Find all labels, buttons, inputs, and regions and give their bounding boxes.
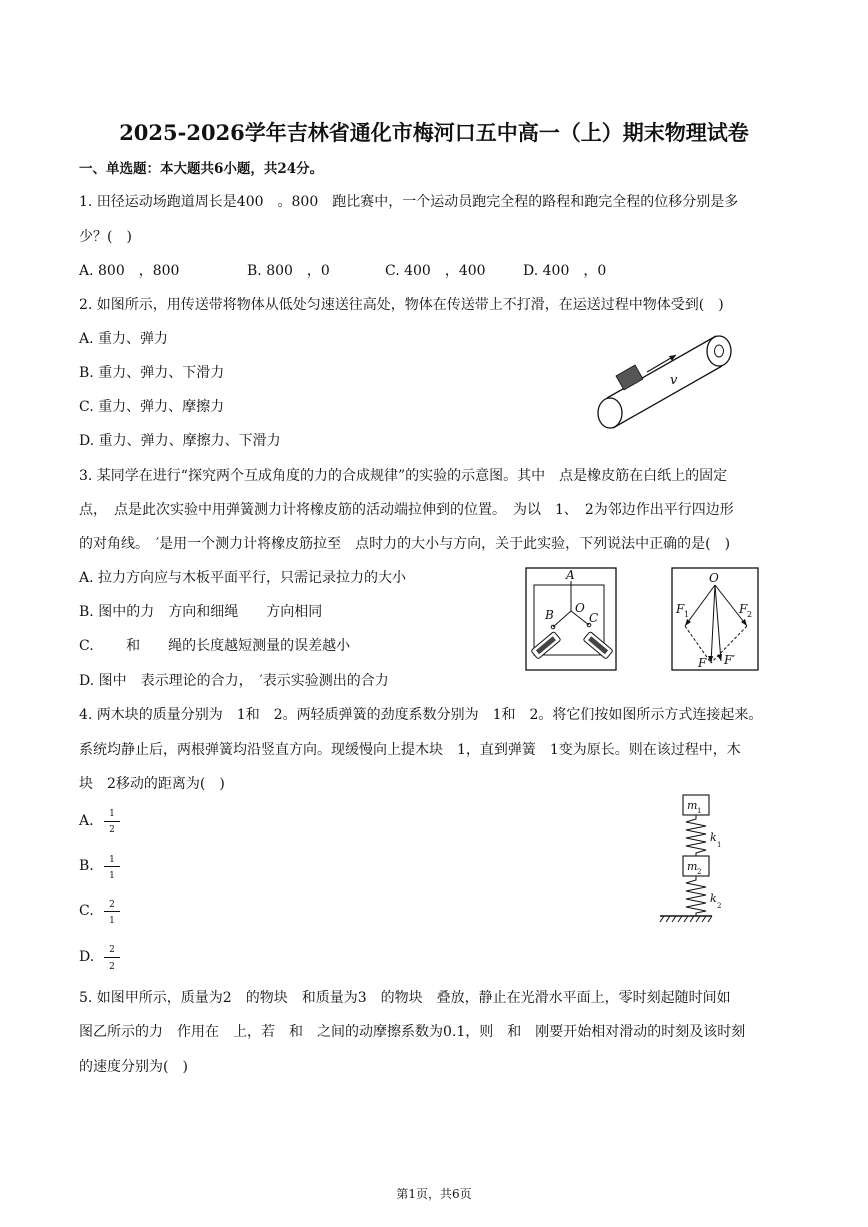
q3-stem-line1: 3. 某同学在进行“探究两个互成角度的力的合成规律”的实验的示意图。其中 点是橡皮筋在白纸上的固定 [79,468,728,484]
q4-option-a-bar [104,821,120,822]
fig-label-f1: F [676,602,685,616]
q1-option-a: A. 800 ，800 [79,263,180,279]
fig-label-f: F [698,656,707,670]
q4-stem-line2: 系统均静止后，两根弹簧均沿竖直方向。现缓慢向上提木块 1，直到弹簧 1变为原长。则在该过程中，木 [79,742,741,758]
q5-stem-line1: 5. 如图甲所示，质量为2 的物块 和质量为3 的物块 叠放，静止在光滑水平面上，零时刻起随时间如 [79,990,731,1006]
blocks-springs-figure [656,792,716,924]
q1-option-c: C. 400 ，400 [385,263,486,279]
fig-label-m2-sub: 2 [697,868,702,876]
q1-stem-line2: 少？( ) [79,229,132,245]
q3-stem-line2: 点， 点是此次实验中用弹簧测力计将橡皮筋的活动端拉伸到的位置。 为以 1、 2为邻边作出平行四边形 [79,502,734,518]
exam-title: 2025-2026学年吉林省通化市梅河口五中高一（上）期末物理试卷 [119,120,749,145]
q4-option-b-den: 1 [109,871,115,881]
fig-label-b: B [545,608,554,622]
q4-option-b-bar [104,866,120,867]
page-footer: 第1页，共6页 [396,1187,472,1201]
fig-label-c: C [589,611,599,625]
q1-option-d: D. 400 ，0 [523,263,607,279]
fig-label-m1: m [687,799,698,812]
q2-option-b: B. 重力、弹力、下滑力 [79,365,225,381]
q5-stem-line2: 图乙所示的力 作用在 上，若 和 之间的动摩擦系数为0.1，则 和 刚要开始相对滑动的时刻及该时刻 [79,1024,746,1040]
q3-option-a: A. 拉力方向应与木板平面平行，只需记录拉力的大小 [79,570,407,586]
fig-label-m1-sub: 1 [697,807,702,815]
fig-label-m2: m [687,860,698,873]
fig-label-o2: O [709,571,719,585]
q3-stem-line3: 的对角线。 ′是用一个测力计将橡皮筋拉至 点时力的大小与方向，关于此实验，下列说法中正确的是( ) [79,536,731,552]
fig-label-k2: k [710,892,717,905]
q4-option-c-bar [104,911,120,912]
velocity-label: v [670,373,678,388]
q2-stem: 2. 如图所示，用传送带将物体从低处匀速送往高处，物体在传送带上不打滑，在运送过程中物体受到( ) [79,297,724,313]
fig-label-f2: F [739,602,748,616]
q4-option-d-label: D. [79,949,95,965]
fig-label-a: A [566,568,575,582]
fig-label-k1-sub: 1 [717,841,722,849]
q4-option-a-label: A. [79,813,94,829]
q3-option-b: B. 图中的力 方向和细绳 方向相同 [79,604,323,620]
q3-option-c: C. 和 绳的长度越短测量的误差越小 [79,638,351,654]
q4-option-d-bar [104,957,120,958]
q5-stem-line3: 的速度分别为( ) [79,1059,188,1075]
q4-option-d-num: 2 [109,945,115,955]
q4-option-b-num: 1 [109,855,115,865]
q2-option-d: D. 重力、弹力、摩擦力、下滑力 [79,433,281,449]
q1-option-b: B. 800 ，0 [247,263,330,279]
q1-stem-line1: 1. 田径运动场跑道周长是400 。800 跑比赛中，一个运动员跑完全程的路程和跑完全程的位移分别是多 [79,194,739,210]
q4-option-d-den: 2 [109,962,115,972]
fig-label-fprime: F′ [724,653,736,667]
q3-option-d: D. 图中 表示理论的合力， ′表示实验测出的合力 [79,673,389,689]
q4-option-c-label: C. [79,903,94,919]
fig-label-k2-sub: 2 [717,902,722,910]
fig-label-k1: k [710,831,717,844]
q4-option-b-label: B. [79,858,94,874]
q4-stem-line3: 块 2移动的距离为( ) [79,776,225,792]
q4-stem-line1: 4. 两木块的质量分别为 1和 2。两轻质弹簧的劲度系数分别为 1和 2。将它们按如图所示方式连接起来。 [79,707,763,723]
fig-label-o: O [575,601,585,615]
q4-option-a-num: 1 [109,809,115,819]
q4-option-c-den: 1 [109,916,115,926]
q4-option-a-den: 2 [109,825,115,835]
fig-label-f2-sub: 2 [747,610,753,619]
q4-option-c-num: 2 [109,900,115,910]
q2-option-c: C. 重力、弹力、摩擦力 [79,399,225,415]
conveyor-belt-figure [592,334,737,430]
q2-option-a: A. 重力、弹力 [79,331,169,347]
section-heading: 一、单选题：本大题共6小题，共24分。 [79,161,324,177]
fig-label-f1-sub: 1 [684,610,690,619]
